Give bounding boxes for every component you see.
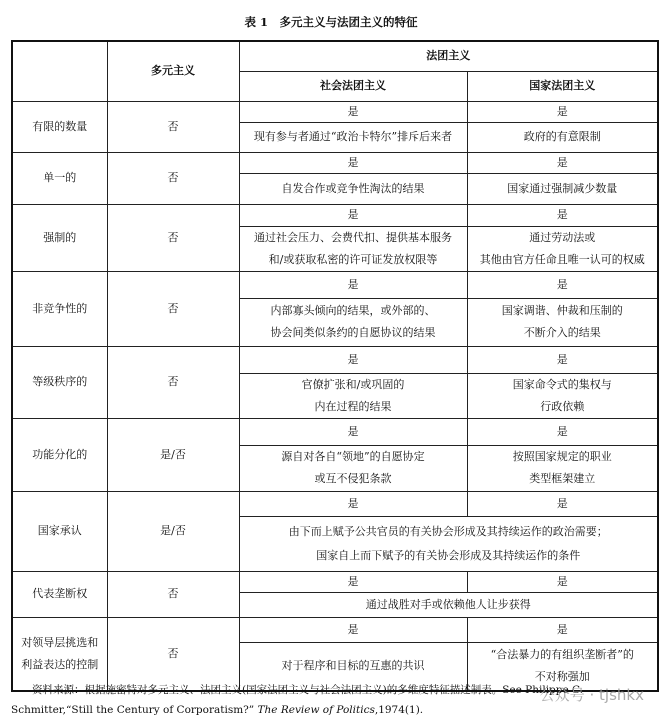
feature-cell: 强制的 xyxy=(12,204,107,271)
watermark: 公众号 · tjshkx xyxy=(539,686,644,704)
table-row xyxy=(12,204,658,226)
societal-yes-cell: 是 xyxy=(239,491,467,516)
societal-yes-cell: 是 xyxy=(239,617,467,642)
state-description-cell: 国家调谐、仲裁和压制的 不断介入的结果 xyxy=(467,298,658,346)
state-description-cell: 按照国家规定的职业 类型框架建立 xyxy=(467,445,658,491)
feature-cell: 国家承认 xyxy=(12,491,107,571)
societal-yes-cell: 是 xyxy=(239,418,467,445)
societal-description-cell: 通过社会压力、会费代扣、提供基本服务 和/或获取私密的许可证发放权限等 xyxy=(239,226,467,271)
societal-yes-cell: 是 xyxy=(239,152,467,173)
state-yes-cell: 是 xyxy=(467,346,658,373)
feature-cell: 等级秩序的 xyxy=(12,346,107,418)
pluralism-cell: 否 xyxy=(107,101,239,152)
table-row xyxy=(12,152,658,173)
feature-cell: 非竞争性的 xyxy=(12,271,107,346)
state-yes-cell: 是 xyxy=(467,491,658,516)
state-yes-cell: 是 xyxy=(467,101,658,122)
header-state-corporatism: 国家法团主义 xyxy=(467,71,658,101)
pluralism-cell: 否 xyxy=(107,152,239,204)
table-row xyxy=(12,571,658,592)
table-row xyxy=(12,346,658,373)
feature-cell: 对领导层挑选和 利益表达的控制 xyxy=(12,617,107,691)
state-yes-cell: 是 xyxy=(467,617,658,642)
state-description-cell: “合法暴力的有组织垄断者”的 不对称强加 xyxy=(467,642,658,691)
shared-description-cell: 通过战胜对手或依赖他人让步获得 xyxy=(239,592,658,617)
header-blank xyxy=(12,41,107,101)
societal-description-cell: 现有参与者通过“政治卡特尔”排斥后来者 xyxy=(239,122,467,152)
pluralism-cell: 否 xyxy=(107,571,239,617)
pluralism-cell: 否 xyxy=(107,617,239,691)
pluralism-cell: 否 xyxy=(107,271,239,346)
feature-cell: 有限的数量 xyxy=(12,101,107,152)
societal-yes-cell: 是 xyxy=(239,571,467,592)
table-row xyxy=(12,271,658,298)
feature-cell: 功能分化的 xyxy=(12,418,107,491)
societal-description-cell: 内部寡头倾向的结果，或外部的、 协会间类似条约的自愿协议的结果 xyxy=(239,298,467,346)
footnote-journal: The Review of Politics xyxy=(257,704,375,716)
state-description-cell: 政府的有意限制 xyxy=(467,122,658,152)
footnote-text: 资料来源：根据施密特对多元主义、法团主义(国家法团主义与社会法团主义)的多维度特征描述制表。See Philippe C. Schmitter,“Still the Century of Corporatism?” xyxy=(11,684,584,716)
pluralism-cell: 是/否 xyxy=(107,418,239,491)
feature-cell: 代表垄断权 xyxy=(12,571,107,617)
state-yes-cell: 是 xyxy=(467,418,658,445)
societal-description-cell: 对于程序和目标的互惠的共识 xyxy=(239,642,467,691)
pluralism-cell: 是/否 xyxy=(107,491,239,571)
societal-description-cell: 自发合作或竞争性淘汰的结果 xyxy=(239,173,467,204)
state-description-cell: 通过劳动法或 其他由官方任命且唯一认可的权威 xyxy=(467,226,658,271)
header-societal-corporatism: 社会法团主义 xyxy=(239,71,467,101)
societal-yes-cell: 是 xyxy=(239,101,467,122)
table-row xyxy=(12,418,658,445)
table-title: 表 1 多元主义与法团主义的特征 xyxy=(244,15,418,29)
pluralism-cell: 否 xyxy=(107,346,239,418)
table-row xyxy=(12,491,658,516)
state-yes-cell: 是 xyxy=(467,271,658,298)
feature-cell: 单一的 xyxy=(12,152,107,204)
characteristics-table xyxy=(11,40,659,692)
pluralism-cell: 否 xyxy=(107,204,239,271)
footnote-tail: ,1974(1). xyxy=(374,704,424,716)
shared-description-cell: 由下而上赋予公共官员的有关协会形成及其持续运作的政治需要； 国家自上而下赋予的有关协会形成及其持续运作的条件 xyxy=(239,516,658,571)
header-pluralism: 多元主义 xyxy=(107,41,239,101)
state-yes-cell: 是 xyxy=(467,204,658,226)
societal-yes-cell: 是 xyxy=(239,346,467,373)
state-description-cell: 国家通过强制减少数量 xyxy=(467,173,658,204)
header-corporatism: 法团主义 xyxy=(239,41,658,71)
societal-yes-cell: 是 xyxy=(239,271,467,298)
table-row xyxy=(12,101,658,122)
state-yes-cell: 是 xyxy=(467,152,658,173)
table-row xyxy=(12,617,658,642)
state-description-cell: 国家命令式的集权与 行政依赖 xyxy=(467,373,658,418)
state-yes-cell: 是 xyxy=(467,571,658,592)
societal-description-cell: 官僚扩张和/或巩固的 内在过程的结果 xyxy=(239,373,467,418)
societal-yes-cell: 是 xyxy=(239,204,467,226)
societal-description-cell: 源自对各自“领地”的自愿协定 或互不侵犯条款 xyxy=(239,445,467,491)
